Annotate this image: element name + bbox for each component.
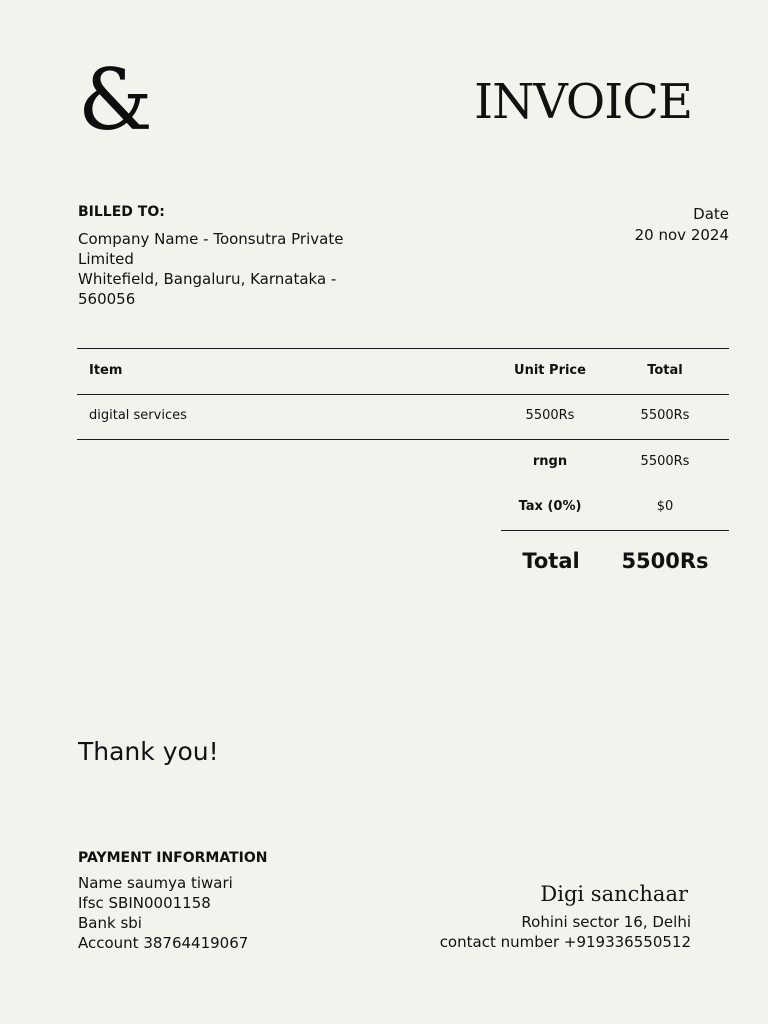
payment-account: Account 38764419067 bbox=[78, 934, 249, 952]
column-header-item: Item bbox=[89, 363, 123, 378]
table-bottom-divider bbox=[77, 439, 729, 440]
grand-total-label: Total bbox=[522, 549, 580, 573]
billed-to-label: BILLED TO: bbox=[78, 204, 165, 220]
billed-to-address bbox=[78, 229, 368, 309]
payment-ifsc: Ifsc SBIN0001158 bbox=[78, 894, 211, 912]
grand-total-value: 5500Rs bbox=[621, 549, 709, 573]
billed-to-location: Whitefield, Bangaluru, Karnataka - 560056 bbox=[78, 270, 337, 308]
subtotal-value: 5500Rs bbox=[640, 454, 690, 469]
payment-bank: Bank sbi bbox=[78, 914, 142, 932]
company-address: Rohini sector 16, Delhi bbox=[521, 913, 691, 931]
subtotal-label: rngn bbox=[532, 454, 568, 469]
date-value: 20 nov 2024 bbox=[634, 226, 729, 244]
invoice-title: INVOICE bbox=[474, 74, 692, 130]
summary-divider bbox=[501, 530, 729, 531]
table-header-divider bbox=[77, 394, 729, 395]
date-block bbox=[635, 204, 729, 246]
tax-value: $0 bbox=[656, 499, 674, 514]
tax-label: Tax (0%) bbox=[518, 499, 582, 514]
company-contact: contact number +919336550512 bbox=[439, 933, 691, 951]
column-header-total: Total bbox=[647, 363, 683, 378]
column-header-unit-price: Unit Price bbox=[514, 363, 586, 378]
row-total: 5500Rs bbox=[640, 408, 690, 423]
row-item: digital services bbox=[89, 408, 187, 423]
ampersand-logo-icon: & bbox=[78, 51, 153, 149]
billed-to-company: Company Name - Toonsutra Private Limited bbox=[78, 230, 344, 268]
thank-you-message: Thank you! bbox=[78, 737, 219, 766]
row-unit-price: 5500Rs bbox=[525, 408, 575, 423]
table-top-divider bbox=[77, 348, 729, 349]
payment-information-label: PAYMENT INFORMATION bbox=[78, 850, 268, 866]
payment-details bbox=[78, 873, 248, 953]
payment-name: Name saumya tiwari bbox=[78, 874, 233, 892]
company-details bbox=[440, 912, 691, 952]
date-label: Date bbox=[693, 205, 729, 223]
company-name: Digi sanchaar bbox=[540, 882, 688, 906]
